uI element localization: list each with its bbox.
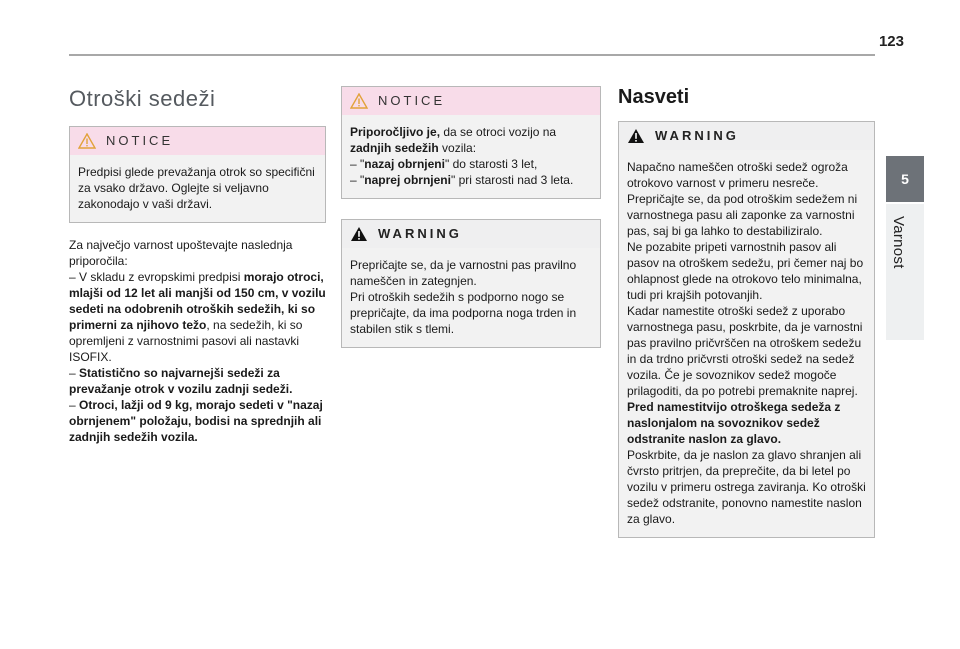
notice-heading: NOTICE	[378, 93, 446, 108]
notice-heading: NOTICE	[106, 133, 174, 148]
column-notices	[341, 86, 601, 348]
bullet-bold: nazaj obrnjeni	[364, 157, 445, 171]
warning-paragraph: Napačno nameščen otroški sedež ogroža otrokovo varnost v primeru nesreče.	[627, 160, 848, 190]
warning-header	[619, 122, 874, 150]
list-item	[350, 172, 592, 188]
bullet-suffix: , na sedežih, ki so opremljeni z varnostnimi pasovi ali nastavki ISOFIX.	[69, 318, 303, 364]
notice-header	[342, 87, 600, 115]
warning-box	[341, 219, 601, 348]
warning-bold-paragraph	[627, 399, 866, 447]
notice-box	[341, 86, 601, 199]
notice-box	[69, 126, 326, 223]
bullet-text: " pri starosti nad 3 leta.	[450, 173, 574, 187]
notice-triangle-icon	[350, 93, 368, 109]
bullet-dash: – "	[350, 157, 365, 171]
column-child-seats	[69, 86, 326, 445]
warning-heading: WARNING	[655, 128, 739, 143]
bullet-text: " do starosti 3 let,	[444, 157, 538, 171]
subsection-title: Nasveti	[618, 86, 690, 108]
list-item	[350, 156, 592, 172]
section-title: Otroški sedeži	[69, 86, 216, 111]
bullet-bold: Statistično so najvarnejši sedeži za prevažanje otrok v vozilu zadnji sedeži.	[69, 366, 293, 396]
warning-text: Prepričajte se, da je varnostni pas pravilno nameščen in zategnjen.	[350, 258, 577, 288]
bullet-bold: Otroci, lažji od 9 kg, morajo sedeti v "nazaj obrnjenem" položaju, bodisi na sprednjih ali zadnjih sedežih vozila.	[69, 398, 323, 444]
warning-triangle-icon	[627, 128, 645, 144]
lead-bold-2: zadnjih sedežih	[350, 141, 439, 155]
notice-lead	[350, 124, 592, 156]
lead-text: da se otroci vozijo na	[440, 125, 557, 139]
list-item	[69, 397, 326, 445]
lead-bold: Priporočljivo je,	[350, 125, 441, 139]
header-divider	[69, 54, 875, 56]
warning-paragraph: Poskrbite, da je naslon za glavo shranjen ali čvrsto pritrjen, da preprečite, da bi letel po vozilu v primeru ostrega zaviranja. Ko otroški sedež odstranite, ponovno namestite naslon za glavo.	[627, 448, 866, 526]
recommendations	[69, 237, 326, 445]
warning-paragraph: Ne pozabite pripeti varnostnih pasov ali pasov na otroškem sedežu, pri čemer naj bo ohlapnost glede na otrokovo telo minimalna, tudi pri krajših potovanjih.	[627, 240, 864, 302]
bullet-bold: morajo otroci, mlajši od 12 let ali manjši od 150 cm, v vozilu sedeti na odobrenih otroških sedežih, ki so primerni za njihovo težo	[69, 270, 326, 332]
chapter-number-tab[interactable]: 5	[886, 156, 924, 202]
warning-paragraph: Kadar namestite otroški sedež z uporabo varnostnega pasu, poskrbite, da je varnostni pas pravilno pričvrščen na otroškem sedežu in da trdno pričvrsti otroški sedež na sedež vozila. Če je sovoznikov sedež mogoče prilagoditi, da po potrebi premaknite naprej.	[627, 304, 863, 398]
bullet-prefix: – V skladu z evropskimi predpisi	[69, 270, 244, 284]
notice-header	[70, 127, 325, 155]
notice-triangle-icon	[78, 133, 96, 149]
page-number: 123	[878, 33, 904, 50]
warning-heading: WARNING	[378, 226, 462, 241]
bullet-dash: – "	[350, 173, 365, 187]
warning-paragraph: Prepričajte se, da pod otroškim sedežem ni varnostnega pasu ali zaponke za varnostni pas, saj bi ga lahko to destabiliziralo.	[627, 192, 858, 238]
bullet-dash: –	[69, 398, 80, 412]
chapter-label: Varnost	[890, 216, 907, 269]
bullet-bold: naprej obrnjeni	[364, 173, 451, 187]
warning-triangle-icon	[350, 226, 368, 242]
intro-text: Za največjo varnost upoštevajte naslednja priporočila:	[69, 238, 293, 268]
list-item	[69, 269, 326, 365]
bullet-dash: –	[69, 366, 80, 380]
lead-text-2: vozila:	[438, 141, 477, 155]
notice-text: Predpisi glede prevažanja otrok so specifični za vsako državo. Oglejte si veljavno zakonodajo v vaši državi.	[78, 165, 315, 211]
list-item	[69, 365, 326, 397]
warning-box	[618, 121, 875, 538]
warning-text: Pri otroških sedežih s podporno nogo se prepričajte, da ima podporna noga trden in stabilen stik s tlemi.	[350, 290, 577, 336]
warning-header	[342, 220, 600, 248]
warning-bold-text: Pred namestitvijo otroškega sedeža z naslonjalom na sovoznikov sedež odstranite naslon za glavo.	[627, 400, 841, 446]
column-advice	[618, 86, 875, 538]
